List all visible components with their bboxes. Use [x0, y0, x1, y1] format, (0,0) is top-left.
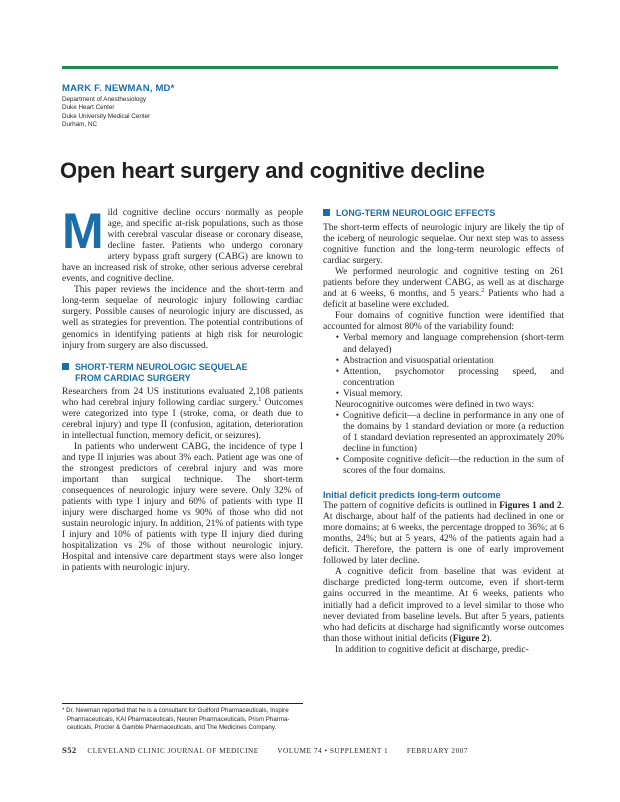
- list-item: [323, 411, 564, 455]
- footnote: [62, 707, 303, 733]
- issue-date: FEBRUARY 2007: [406, 746, 469, 755]
- intro-text: ild cognitive decline occurs normally as people age, and specific at-risk populations, such as those with cerebral vascular disease or coronary disease, decline faster. Patients who undergo coronary artery bypass graft surgery (CABG) are known to have an increased risk of stroke, other serious adverse cerebral events, and cognitive decline.: [62, 208, 303, 285]
- body-text: Patients who had a deficit at baseline were excluded.: [323, 289, 565, 311]
- figure-reference: Figure 2: [452, 633, 487, 644]
- figure-reference: Figures 1 and 2: [499, 501, 562, 512]
- body-text: A cognitive deficit from baseline that was evident at discharge predicted long-term outcome, even if short-term gains occurred in the meantime. At 6 weeks, patients who initially had a deficit improved to a level similar to those who never deviated from baseline levels. But after 5 years, patients who had deficits at discharge had significantly worse outcomes than those without initial deficits (: [323, 567, 564, 644]
- body-paragraph: In patients who underwent CABG, the incidence of type I and type II injuries was about 3% each. Patient age was one of the strongest predictors of cerebral injury and was more important than surgical technique. The short-term consequences of neurologic injury were severe. Only 32% of patients with type I injury and 60% of patients with type II injury were discharged home vs 90% of those who did not sustain neurologic injury. In addition, 21% of patients with type I injury and 10% of patients with type II injury died during hospitalization vs 2% of those without neurologic injury. Hospital and intensive care department stays were also longer in patients with neurologic injury.: [62, 441, 303, 574]
- reference-superscript: 1: [258, 396, 262, 403]
- section-square-icon: [323, 209, 330, 216]
- body-paragraph: [62, 387, 303, 442]
- list-item: [323, 356, 564, 367]
- affiliation-line: Duke University Medical Center: [62, 112, 151, 120]
- bullet-icon: •: [335, 410, 339, 421]
- footnote-line: ceuticals, Procter & Gamble Pharmaceuticals, and The Medicines Company.: [67, 724, 277, 732]
- list-item: [323, 367, 564, 389]
- list-item-text: Composite cognitive deficit—the reduction in the sum of scores of the four domains.: [343, 454, 564, 477]
- body-paragraph: In addition to cognitive deficit at discharge, predic-: [335, 644, 529, 655]
- author-affiliations: [62, 96, 150, 130]
- body-paragraph: [323, 267, 564, 311]
- footnote-line: * Dr. Newman reported that he is a consultant for Guilford Pharmaceuticals, Inspire: [62, 707, 289, 714]
- body-text: ).: [486, 633, 492, 644]
- section-heading-long-term: [323, 208, 564, 219]
- bullet-icon: •: [335, 333, 339, 344]
- drop-cap: M: [62, 203, 104, 259]
- body-paragraph: [323, 567, 564, 644]
- footnote-rule: [62, 703, 303, 704]
- section-heading-line: LONG-TERM NEUROLOGIC EFFECTS: [336, 208, 496, 218]
- bullet-icon: •: [335, 454, 339, 465]
- body-paragraph: [323, 501, 564, 567]
- list-item-text: Visual memory.: [343, 388, 403, 399]
- list-item-text: Verbal memory and language comprehension (short-term and delayed): [343, 333, 564, 355]
- affiliation-line: Durham, NC: [62, 121, 97, 129]
- list-item-text: Cognitive deficit—a decline in performance in any one of the domains by 1 standard deviation or more (a reduction of 1 standard deviation represented an approximately 20% decline in function): [343, 410, 564, 454]
- bullet-icon: •: [335, 388, 339, 399]
- article-title: Open heart surgery and cognitive decline: [60, 158, 485, 183]
- body-paragraph: Four domains of cognitive function were identified that accounted for almost 80% of the variability found:: [323, 311, 564, 333]
- page-footer: [62, 745, 468, 755]
- section-heading-line: FROM CARDIAC SURGERY: [75, 372, 191, 383]
- list-item: [323, 389, 564, 400]
- section-heading-line: SHORT-TERM NEUROLOGIC SEQUELAE: [75, 361, 248, 372]
- body-text: The pattern of cognitive deficits is outlined in: [323, 501, 500, 512]
- intro-paragraph: [62, 203, 303, 285]
- page-number: S52: [62, 745, 77, 755]
- bullet-icon: •: [335, 355, 339, 366]
- list-item: [323, 333, 564, 355]
- body-text: Researchers from 24 US institutions evaluated 2,108 patients who had cerebral injury following cardiac surgery.: [62, 386, 303, 408]
- body-paragraph: The short-term effects of neurologic injury are likely the tip of the iceberg of neurologic sequelae. Our next step was to assess cognitive function and the long-term neurologic effects of cardiac surgery.: [323, 223, 564, 267]
- header-rule: [62, 66, 558, 69]
- bullet-icon: •: [335, 366, 339, 377]
- section-heading-short-term: [62, 362, 303, 384]
- list-item-text: Abstraction and visuospatial orientation: [343, 355, 494, 366]
- section-square-icon: [62, 363, 69, 370]
- intro-paragraph-2: This paper reviews the incidence and the short-term and long-term sequelae of neurologic injury following cardiac surgery. Possible causes of neurologic injury are discussed, as well as strategies for prevention. The potential contributions of genomics in identifying patients at high risk for neurologic injury from surgery are also discussed.: [62, 285, 303, 351]
- list-item-text: Attention, psychomotor processing speed, and concentration: [343, 366, 564, 388]
- journal-name: CLEVELAND CLINIC JOURNAL OF MEDICINE: [87, 746, 259, 755]
- author-name: MARK F. NEWMAN, MD*: [62, 83, 175, 94]
- footnote-line: Pharmaceuticals, KAI Pharmaceuticals, Neuren Pharmaceuticals, Prism Pharma-: [67, 715, 290, 723]
- affiliation-line: Duke Heart Center: [62, 104, 115, 112]
- body-text: Outcomes were categorized into type I (stroke, coma, or death due to cerebral injury) and type II (confusion, agitation, deterioration in intellectual function, memory deficit, or seizures).: [62, 397, 303, 441]
- reference-superscript: 2: [481, 288, 485, 295]
- list-item: [323, 455, 564, 477]
- volume-info: VOLUME 74 • SUPPLEMENT 1: [277, 746, 389, 755]
- body-text: . At discharge, about half of the patients had declined in one or more domains; at 6 weeks, the percentage dropped to 36%; at 6 months, 24%; but at 5 years, 42% of the patients again had a deficit. Therefore, the pattern is one of early improvement followed by later decline.: [323, 501, 564, 567]
- body-paragraph: Neurocognitive outcomes were defined in two ways:: [335, 399, 535, 410]
- body-text: We performed neurologic and cognitive testing on 261 patients before they underwent CABG, as well as at discharge and at 6 weeks, 6 months, and 5 years.: [323, 267, 564, 300]
- left-column: [62, 203, 303, 574]
- right-column: [323, 208, 564, 656]
- affiliation-line: Department of Anesthesiology: [62, 96, 147, 103]
- subheading: Initial deficit predicts long-term outcome: [323, 490, 501, 501]
